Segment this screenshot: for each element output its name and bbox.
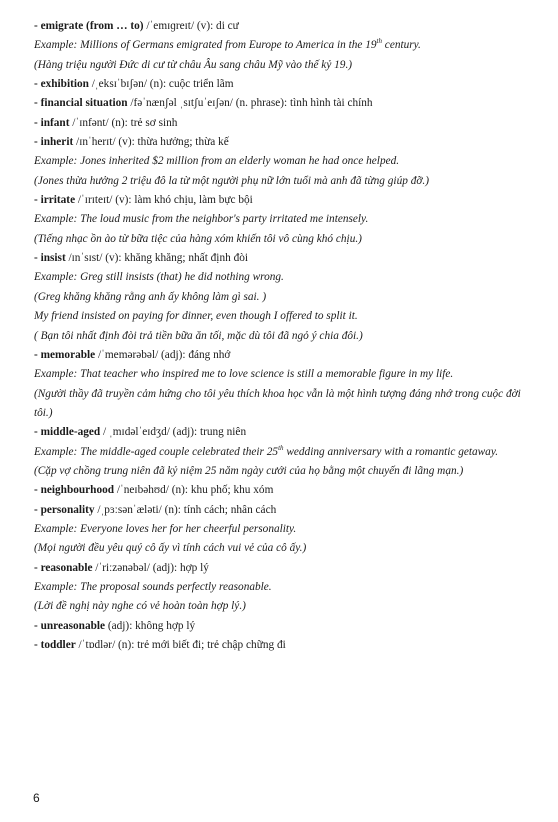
vocab-definition: /fəˈnænʃəl ˌsɪtʃuˈeɪʃən/ (n. phrase): tình hình tài chính (127, 97, 373, 110)
vocab-headword: - infant (34, 116, 70, 129)
translation-sentence: (Tiếng nhạc ồn ào từ bữa tiệc của hàng xóm khiến tôi vô cùng khó chịu.) (34, 232, 362, 245)
example-sentence: Example: Jones inherited $2 million from an elderly woman he had once helped. (34, 155, 400, 168)
vocab-entry-line (34, 346, 534, 365)
example-sentence: Example: Greg still insists (that) he did nothing wrong. (34, 271, 284, 284)
vocab-definition: (adj): không hợp lý (105, 619, 196, 632)
example-sentence-2: My friend insisted on paying for dinner, even though I offered to split it. (34, 310, 358, 323)
example-sentence: Example: Everyone loves her for her cheerful personality. (34, 522, 297, 535)
example-superscript: th (278, 443, 284, 452)
translation-sentence: (Jones thừa hưởng 2 triệu đô la từ một người phụ nữ lớn tuổi mà anh đã từng giúp đỡ.) (34, 174, 429, 187)
example-sentence: Example: The loud music from the neighbor's party irritated me intensely. (34, 213, 369, 226)
vocab-entry-line (34, 501, 534, 520)
translation-sentence: (Cặp vợ chồng trung niên đã kỷ niệm 25 năm ngày cưới của họ bằng một chuyến đi lãng mạn.) (34, 464, 464, 477)
vocab-entry-line (34, 559, 534, 578)
vocab-definition: /ˌeksɪˈbɪʃən/ (n): cuộc triển lãm (88, 78, 234, 91)
translation-sentence: (Hàng triệu người Đức di cư từ châu Âu sang châu Mỹ vào thế kỷ 19.) (34, 58, 353, 71)
vocab-entry-line (34, 617, 534, 636)
vocab-definition: / ˌmɪdəlˈeɪdʒd/ (adj): trung niên (100, 426, 247, 439)
translation-sentence: (Mọi người đều yêu quý cô ấy vì tính cách vui vẻ của cô ấy.) (34, 542, 307, 555)
vocab-entry-line (34, 75, 534, 94)
vocab-headword: - reasonable (34, 561, 93, 574)
vocab-entry-line (34, 17, 534, 36)
example-sentence: Example: That teacher who inspired me to love science is still a memorable figure in my life. (34, 368, 454, 381)
vocab-headword: - memorable (34, 348, 96, 361)
example-sentence: Example: The proposal sounds perfectly reasonable. (34, 580, 272, 593)
vocab-definition: /ˈɪnfənt/ (n): trẻ sơ sinh (69, 116, 178, 129)
vocab-entry-line (34, 114, 534, 133)
vocab-definition: /ˈemɪɡreɪt/ (v): di cư (143, 20, 239, 32)
translation-sentence: (Greg khăng khăng rằng anh ấy không làm gì sai. ) (34, 290, 267, 303)
vocab-entry-line (34, 133, 534, 152)
vocab-headword: - exhibition (34, 78, 89, 91)
example-sentence (34, 36, 534, 55)
vocab-headword: - emigrate (from … to) (34, 20, 144, 32)
translation-sentence: (Người thầy đã truyền cảm hứng cho tôi yêu thích khoa học vẫn là một hình tượng đáng nhớ trong cuộc đời tôi.) (34, 387, 521, 419)
vocab-definition: /ɪnˈsɪst/ (v): khăng khăng; nhất định đòi (65, 252, 249, 265)
vocab-headword: - neighbourhood (34, 484, 115, 497)
example-sentence (34, 443, 534, 462)
vocab-headword: - inherit (34, 136, 74, 149)
example-superscript: th (376, 37, 382, 46)
vocab-definition: /ˈriːzənəbəl/ (adj): hợp lý (92, 561, 209, 574)
example-text-end: century. (381, 39, 421, 52)
example-text-end: wedding anniversary with a romantic getaway. (283, 445, 499, 458)
vocab-definition: /ˈɪrɪteɪt/ (v): làm khó chịu, làm bực bội (75, 194, 253, 207)
vocab-headword: - irritate (34, 194, 76, 207)
vocab-definition: /ˈtɒdlər/ (n): trẻ mới biết đi; trẻ chập chững đi (75, 639, 286, 651)
example-text: Example: The middle-aged couple celebrated their 25 (34, 445, 279, 458)
vocab-entry-line (34, 94, 534, 113)
vocab-entry-line (34, 191, 534, 210)
vocab-headword: - insist (34, 252, 66, 265)
example-text: Example: Millions of Germans emigrated from Europe to America in the 19 (34, 39, 377, 52)
vocab-definition: /ˈmemərəbəl/ (adj): đáng nhớ (95, 348, 231, 361)
translation-sentence-2: ( Bạn tôi nhất định đòi trả tiền bữa ăn tối, mặc dù tôi đã ngỏ ý chia đôi.) (34, 329, 363, 342)
vocab-headword: - financial situation (34, 97, 128, 110)
vocab-headword: - middle-aged (34, 426, 101, 439)
vocab-entry-line (34, 636, 534, 655)
vocab-definition: /ˌpɜːsənˈæləti/ (n): tính cách; nhân cách (94, 503, 277, 516)
translation-sentence: (Lời đề nghị này nghe có vẻ hoàn toàn hợp lý.) (34, 600, 246, 613)
vocab-definition: /ˈneɪbəhʊd/ (n): khu phố; khu xóm (114, 484, 274, 497)
vocab-headword: - toddler (34, 639, 76, 651)
vocab-entry-line (34, 249, 534, 268)
vocab-definition: /ɪnˈherɪt/ (v): thừa hưởng; thừa kế (73, 136, 229, 149)
vocab-entry-line (34, 423, 534, 442)
vocab-entry-line (34, 481, 534, 500)
page-number: 6 (33, 791, 40, 805)
vocab-headword: - personality (34, 503, 95, 516)
vocab-headword: - unreasonable (34, 619, 106, 632)
